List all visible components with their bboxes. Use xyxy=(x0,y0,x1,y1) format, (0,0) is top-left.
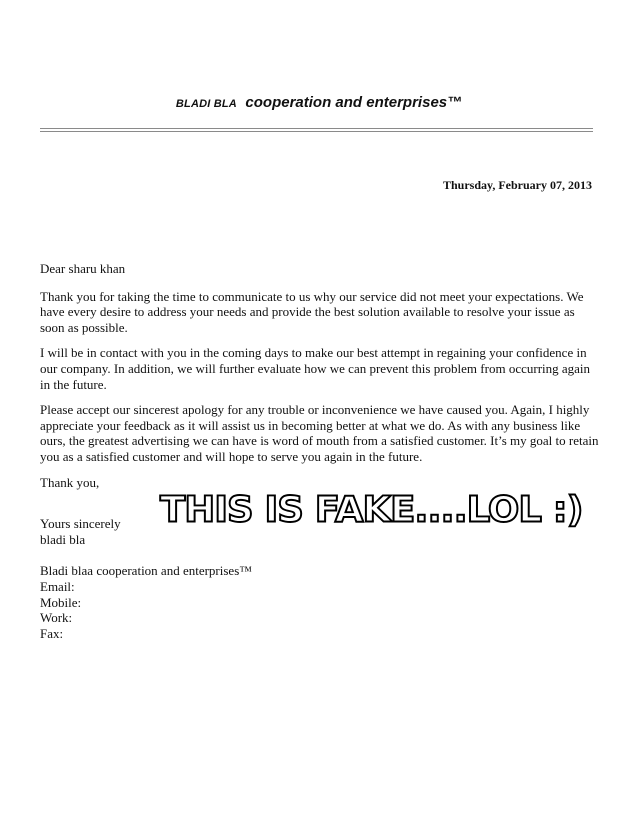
letter-body xyxy=(40,261,600,641)
contact-fax: Fax: xyxy=(40,625,64,641)
contact-company: Bladi blaa cooperation and enterprises™ xyxy=(40,563,252,579)
contact-work: Work: xyxy=(40,610,73,626)
paragraph-3: Please accept our sincerest apology for any trouble or inconvenience we have caused you. Again, I highly appreciate your feedback as it will assist us in becoming better at what we do. As with any business like ours, the greatest advertising we can have is word of mouth from a satisfied customer. It’s my goal to retain you as a satisfied customer and will hope to serve you again in the future. xyxy=(40,402,599,464)
paragraph-1: Thank you for taking the time to communicate to us why our service did not meet your expectations. We have every desire to address your needs and provide the best solution available to resolve your issue as soon as possible. xyxy=(40,288,584,335)
signoff-line-2: bladi bla xyxy=(40,531,86,547)
header-rule-bottom xyxy=(40,131,593,132)
letterhead-name: BLADI BLA xyxy=(175,98,237,110)
contact-mobile: Mobile: xyxy=(40,594,82,610)
paragraph-2: I will be in contact with you in the coming days to make our best attempt in regaining your confidence in our company. In addition, we will further evaluate how we can prevent this problem from occurring again in the future. xyxy=(40,345,591,392)
salutation: Dear sharu khan xyxy=(40,261,126,276)
header-rule-top xyxy=(40,128,593,129)
letter-date: Thursday, February 07, 2013 xyxy=(442,178,592,192)
signoff-line-1: Yours sincerely xyxy=(40,516,121,532)
letterhead-tagline: cooperation and enterprises™ xyxy=(245,94,463,111)
contact-email: Email: xyxy=(40,578,75,594)
letterhead xyxy=(0,94,638,112)
closing-line: Thank you, xyxy=(40,474,100,490)
fake-stamp-text: THIS IS FAKE....LOL :) xyxy=(160,489,583,530)
